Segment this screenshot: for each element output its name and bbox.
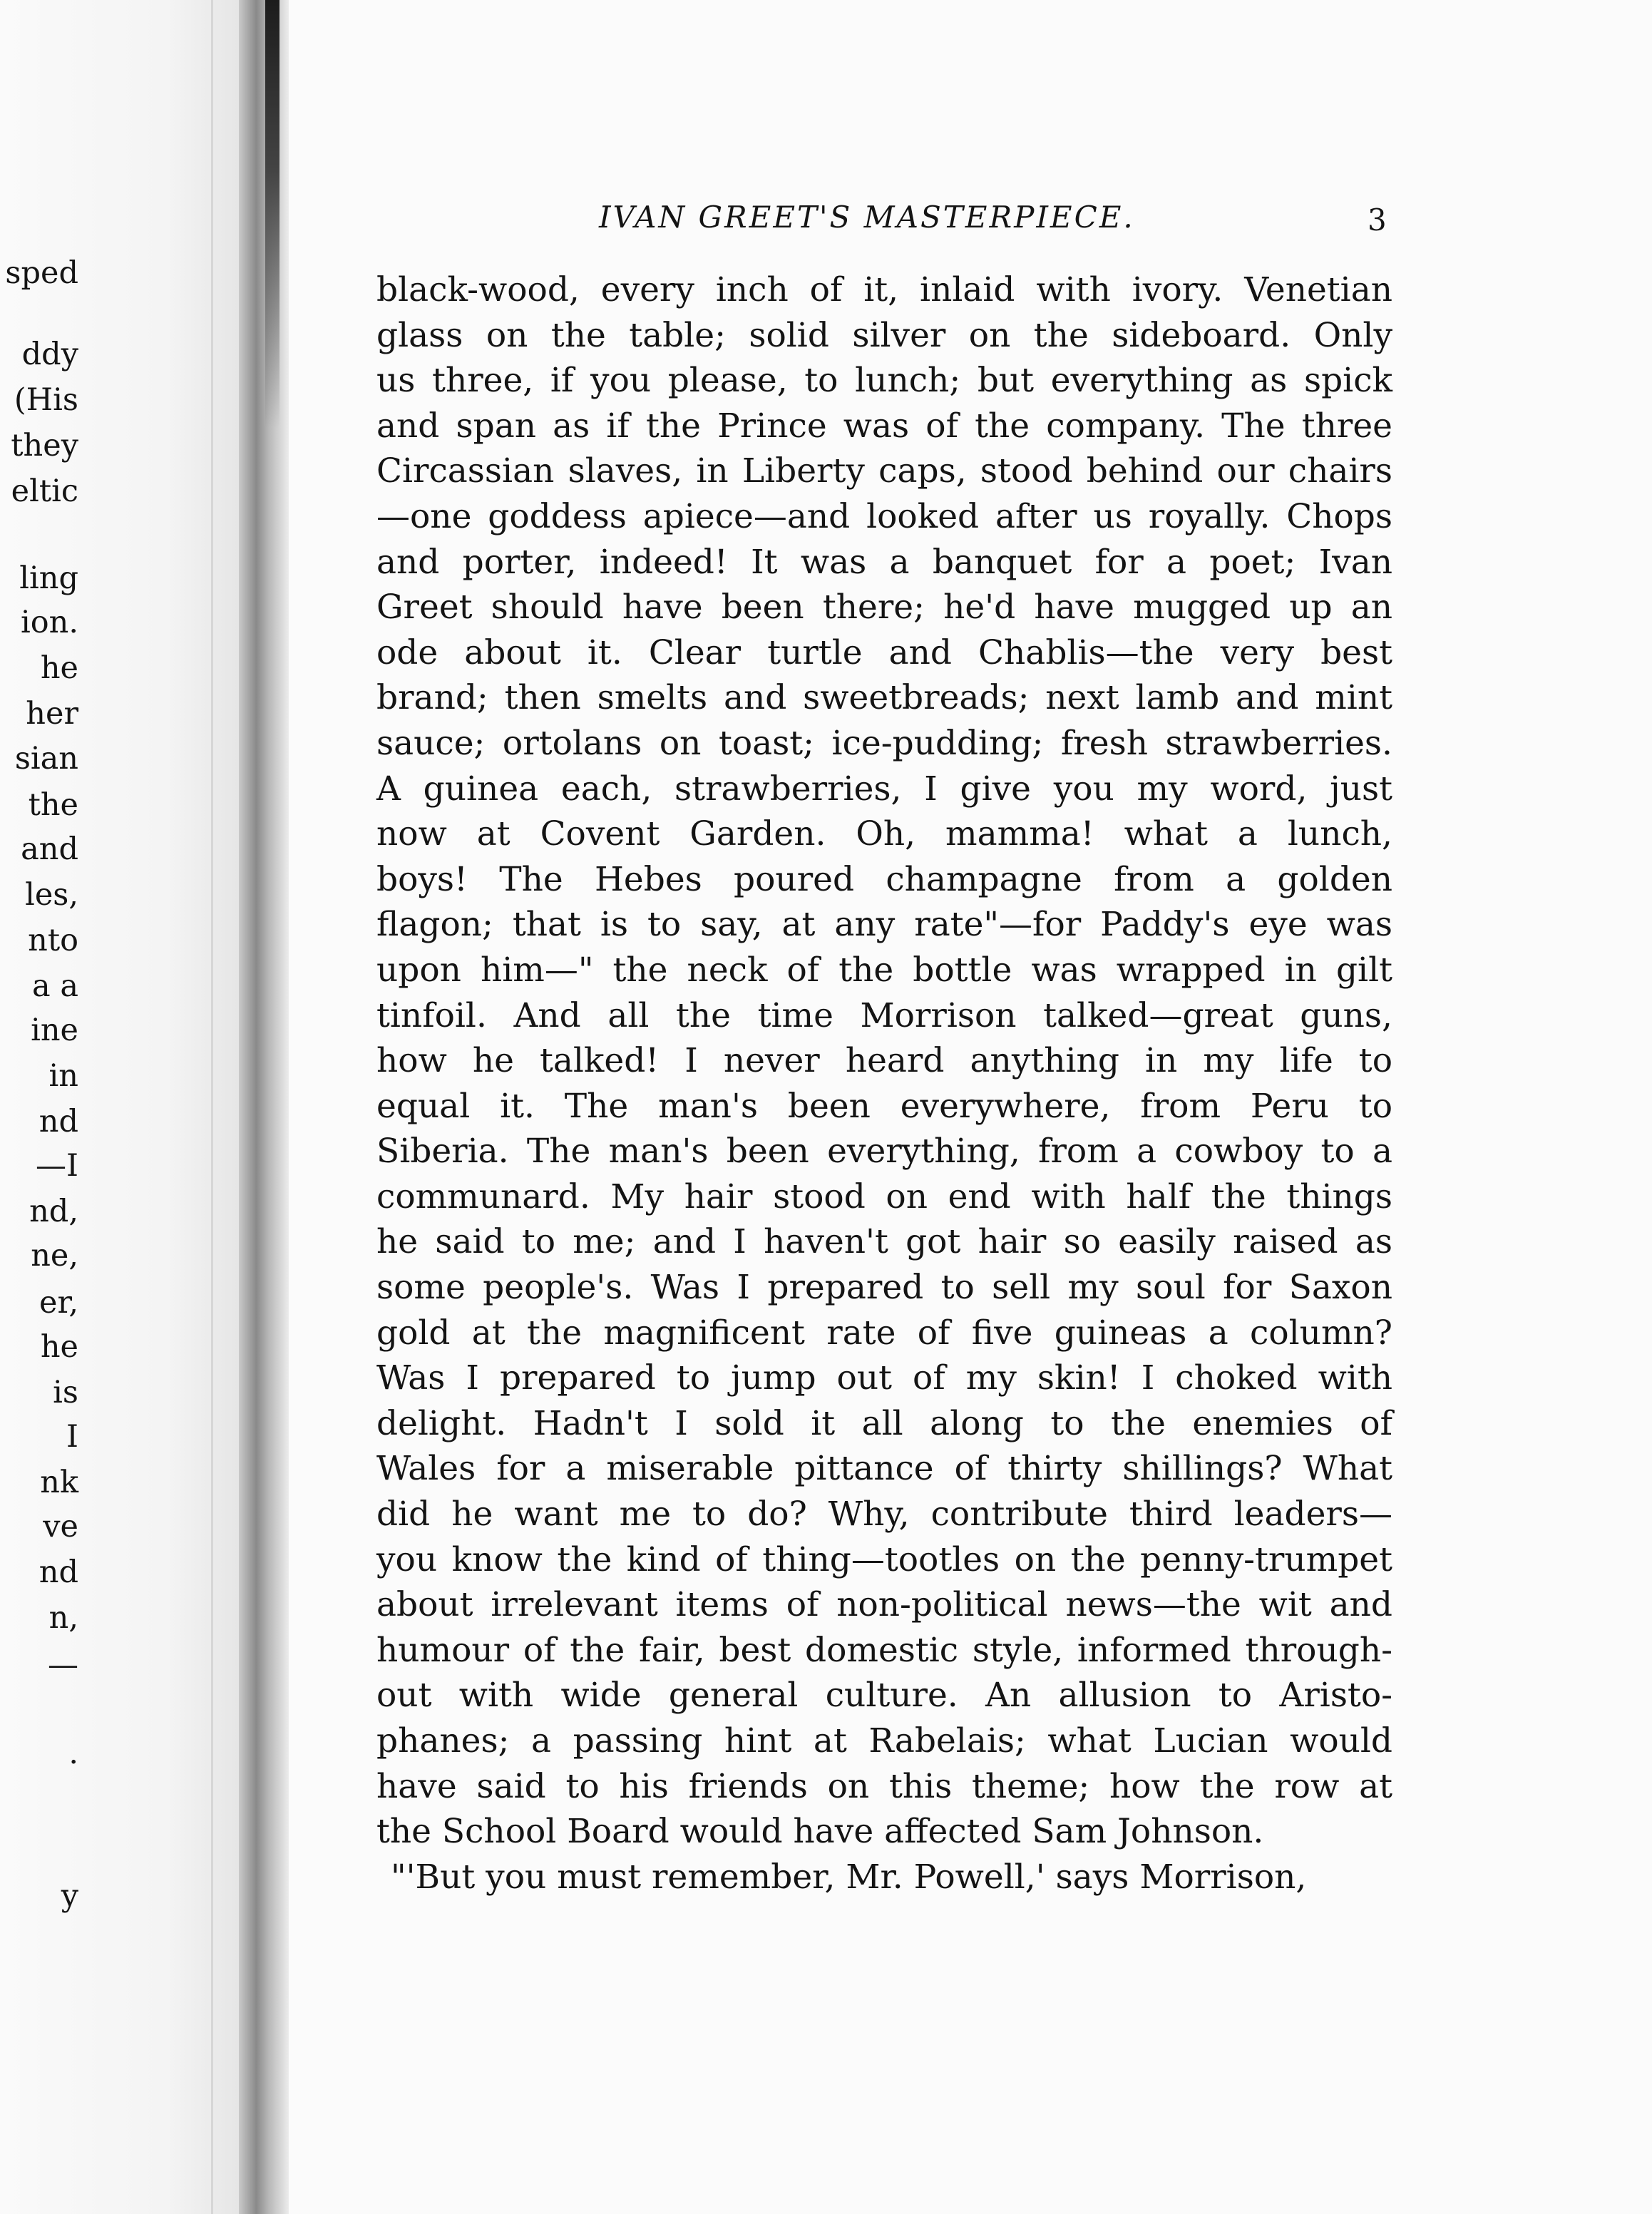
- text-line: Siberia. The man's been everything, from a cowboy to a: [376, 1132, 1392, 1172]
- left-page-fragment: in: [48, 1058, 78, 1094]
- left-page-fragment: sian: [14, 741, 78, 777]
- text-line: have said to his friends on this theme; how the row at: [376, 1766, 1392, 1806]
- text-line: now at Covent Garden. Oh, mamma! what a lunch,: [376, 814, 1392, 854]
- text-line: Was I prepared to jump out of my skin! I choked with: [376, 1358, 1392, 1398]
- left-page-fragment: nk: [40, 1465, 78, 1500]
- text-line: humour of the fair, best domestic style, informed through-: [376, 1630, 1392, 1670]
- text-line: the School Board would have affected Sam Johnson.: [376, 1812, 1264, 1852]
- left-page-fragment: eltic: [11, 473, 78, 509]
- text-line: tinfoil. And all the time Morrison talked—great guns,: [376, 995, 1392, 1035]
- page-edge: [211, 0, 213, 2214]
- text-line: upon him—" the neck of the bottle was wrapped in gilt: [376, 950, 1392, 990]
- text-line: Circassian slaves, in Liberty caps, stood behind our chairs: [376, 451, 1392, 491]
- left-page: [0, 0, 239, 2214]
- left-page-fragment: .: [68, 1736, 78, 1771]
- text-line: brand; then smelts and sweetbreads; next lamb and mint: [376, 678, 1392, 718]
- text-line: phanes; a passing hint at Rabelais; what Lucian would: [376, 1721, 1392, 1761]
- text-line: you know the kind of thing—tootles on the penny-trumpet: [376, 1539, 1392, 1579]
- left-page-fragment: y: [61, 1878, 78, 1914]
- text-line: communard. My hair stood on end with half the things: [376, 1177, 1392, 1216]
- text-line: boys! The Hebes poured champagne from a golden: [376, 859, 1392, 899]
- text-line: Wales for a miserable pittance of thirty shillings? What: [376, 1449, 1392, 1489]
- left-page-fragment: a a: [32, 968, 78, 1004]
- left-page-fragment: her: [26, 696, 78, 732]
- text-line: us three, if you please, to lunch; but everything as spick: [376, 361, 1392, 401]
- left-page-fragment: he: [40, 1329, 78, 1365]
- text-line: he said to me; and I haven't got hair so easily raised as: [376, 1222, 1392, 1262]
- left-page-fragment: ne,: [31, 1238, 78, 1273]
- left-page-fragment: nd: [39, 1104, 78, 1139]
- left-page-fragment: ion.: [20, 605, 78, 640]
- left-page-fragment: ve: [43, 1509, 78, 1544]
- left-page-fragment: and: [21, 831, 78, 867]
- text-line: and porter, indeed! It was a banquet for a poet; Ivan: [376, 542, 1392, 582]
- left-page-fragment: nto: [28, 923, 78, 958]
- left-page-fragment: ling: [19, 560, 78, 596]
- left-page-fragment: (His: [14, 382, 78, 418]
- text-line: gold at the magnificent rate of five guineas a column?: [376, 1313, 1392, 1353]
- text-line: sauce; ortolans on toast; ice-pudding; fresh strawberries.: [376, 723, 1392, 763]
- text-line: black-wood, every inch of it, inlaid with ivory. Venetian: [376, 270, 1392, 309]
- text-line: did he want me to do? Why, contribute third leaders—: [376, 1495, 1392, 1534]
- left-page-fragment: les,: [25, 877, 78, 913]
- left-page-fragment: sped: [5, 255, 78, 291]
- text-line: about irrelevant items of non-political news—the wit and: [376, 1585, 1392, 1625]
- text-line: some people's. Was I prepared to sell my soul for Saxon: [376, 1268, 1392, 1308]
- left-page-fragment: n,: [48, 1600, 78, 1636]
- left-page-fragment: ddy: [21, 337, 78, 372]
- left-page-fragment: nd,: [29, 1194, 78, 1229]
- text-line: how he talked! I never heard anything in my life to: [376, 1041, 1392, 1081]
- text-line: "'But you must remember, Mr. Powell,' says Morrison,: [391, 1857, 1307, 1897]
- text-line: and span as if the Prince was of the company. The three: [376, 406, 1392, 446]
- text-line: A guinea each, strawberries, I give you my word, just: [376, 769, 1392, 809]
- left-page-fragment: is: [53, 1375, 78, 1410]
- left-page-fragment: nd: [39, 1554, 78, 1590]
- running-head: IVAN GREET'S MASTERPIECE.: [599, 200, 1135, 235]
- left-page-fragment: —: [48, 1647, 78, 1683]
- left-page-fragment: I: [66, 1419, 78, 1455]
- left-page-fragment: er,: [39, 1285, 78, 1321]
- text-line: flagon; that is to say, at any rate"—for Paddy's eye was: [376, 905, 1392, 945]
- text-line: —one goddess apiece—and looked after us royally. Chops: [376, 496, 1392, 536]
- book-gutter: [239, 0, 289, 2214]
- text-line: delight. Hadn't I sold it all along to the enemies of: [376, 1403, 1392, 1443]
- body-text: [376, 267, 1392, 1900]
- text-line: Greet should have been there; he'd have mugged up an: [376, 588, 1392, 627]
- left-page-fragment: the: [28, 787, 78, 823]
- left-page-fragment: ine: [31, 1013, 78, 1048]
- text-line: glass on the table; solid silver on the sideboard. Only: [376, 315, 1392, 355]
- gutter-shadow: [265, 0, 279, 428]
- text-line: out with wide general culture. An allusion to Aristo-: [376, 1676, 1392, 1716]
- page-number: 3: [1368, 203, 1387, 237]
- left-page-fragment: they: [11, 428, 78, 463]
- left-page-fragment: —I: [36, 1148, 78, 1184]
- text-line: equal it. The man's been everywhere, from Peru to: [376, 1086, 1392, 1126]
- text-line: ode about it. Clear turtle and Chablis—the very best: [376, 632, 1392, 672]
- left-page-fragment: he: [40, 650, 78, 686]
